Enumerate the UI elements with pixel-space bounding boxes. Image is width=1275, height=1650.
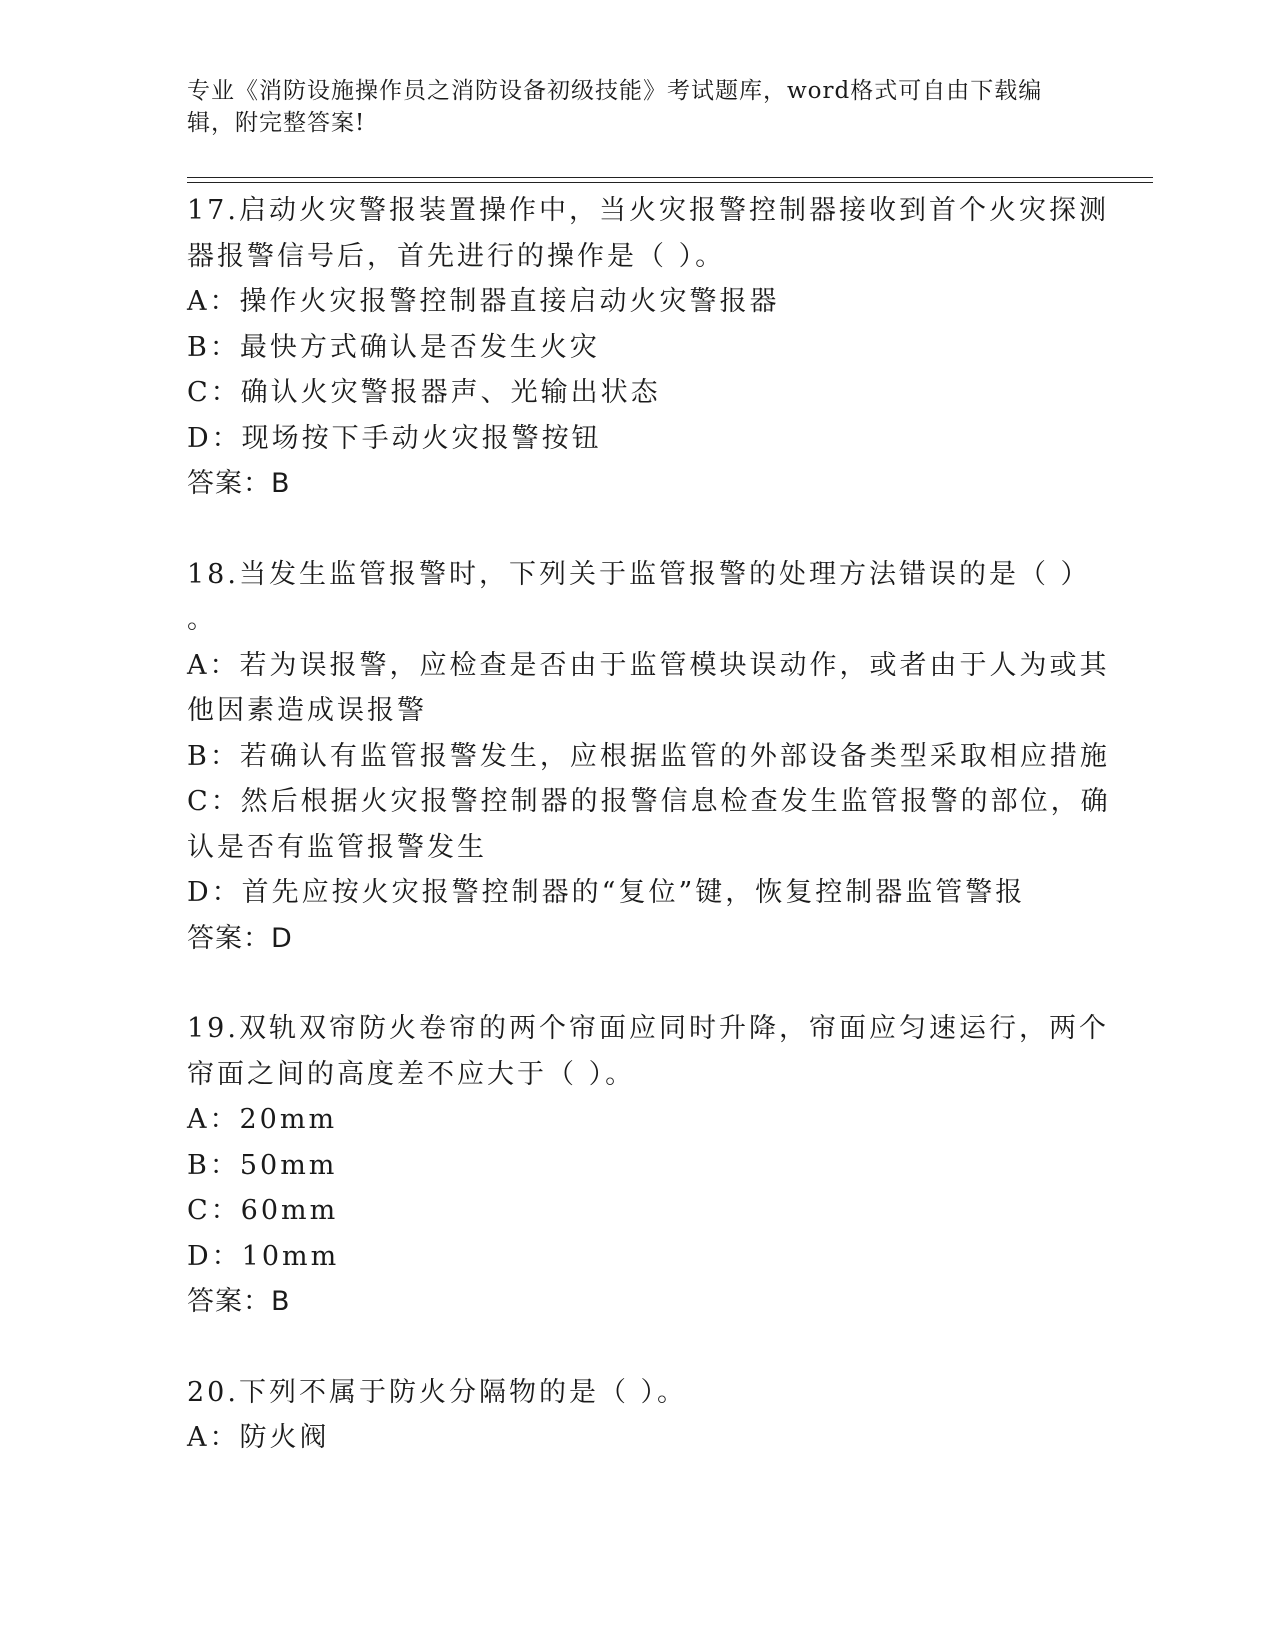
header-divider-bottom	[187, 182, 1153, 183]
question-stem-line: 19.双轨双帘防火卷帘的两个帘面应同时升降，帘面应匀速运行，两个	[187, 1013, 1109, 1044]
question-17	[187, 188, 1109, 507]
question-stem-line: 器报警信号后，首先进行的操作是（ ）。	[187, 240, 726, 272]
option-d: D：10mm	[187, 1240, 340, 1272]
question-list	[187, 188, 1111, 1461]
answer: 答案：D	[187, 922, 293, 954]
answer: 答案：B	[187, 1286, 291, 1317]
question-18	[187, 552, 1111, 962]
header-line-1: 专业《消防设施操作员之消防设备初级技能》考试题库，word格式可自由下载编	[187, 78, 1043, 104]
document-header	[187, 75, 1067, 139]
option-d: D：首先应按火灾报警控制器的“复位”键，恢复控制器监管警报	[187, 877, 1026, 908]
question-stem-line: 帘面之间的高度差不应大于（ ）。	[187, 1058, 636, 1090]
option-d: D：现场按下手动火灾报警按钮	[187, 422, 602, 454]
option-a: A：若为误报警，应检查是否由于监管模块误动作，或者由于人为或其	[187, 649, 1110, 681]
option-c-continued: 认是否有监管报警发生	[187, 831, 487, 863]
question-stem-line: 20.下列不属于防火分隔物的是（ ）。	[187, 1376, 688, 1408]
header-divider-top	[187, 177, 1153, 178]
option-a: A：20mm	[187, 1104, 338, 1135]
option-b: B：50mm	[187, 1149, 338, 1181]
question-spacer	[187, 961, 1072, 1006]
question-stem-line: 18.当发生监管报警时，下列关于监管报警的处理方法错误的是（ ）	[187, 558, 1091, 590]
question-spacer	[187, 507, 1072, 552]
option-c: C：60mm	[187, 1195, 339, 1226]
option-a: A：防火阀	[187, 1422, 330, 1453]
question-19	[187, 1006, 1109, 1325]
option-c: C：确认火灾警报器声、光输出状态	[187, 377, 661, 408]
option-b: B：最快方式确认是否发生火灾	[187, 331, 600, 363]
question-stem-line: 17.启动火灾警报装置操作中，当火灾报警控制器接收到首个火灾探测	[187, 195, 1109, 226]
option-a: A：操作火灾报警控制器直接启动火灾警报器	[187, 286, 780, 317]
option-c: C：然后根据火灾报警控制器的报警信息检查发生监管报警的部位，确	[187, 786, 1111, 817]
question-20	[187, 1370, 1072, 1461]
option-a-continued: 他因素造成误报警	[187, 695, 427, 726]
option-b: B：若确认有监管报警发生，应根据监管的外部设备类型采取相应措施	[187, 740, 1110, 772]
answer: 答案：B	[187, 468, 291, 499]
header-line-2: 辑，附完整答案!	[187, 110, 366, 136]
question-spacer	[187, 1325, 1072, 1370]
question-stem-line: 。	[187, 604, 217, 635]
